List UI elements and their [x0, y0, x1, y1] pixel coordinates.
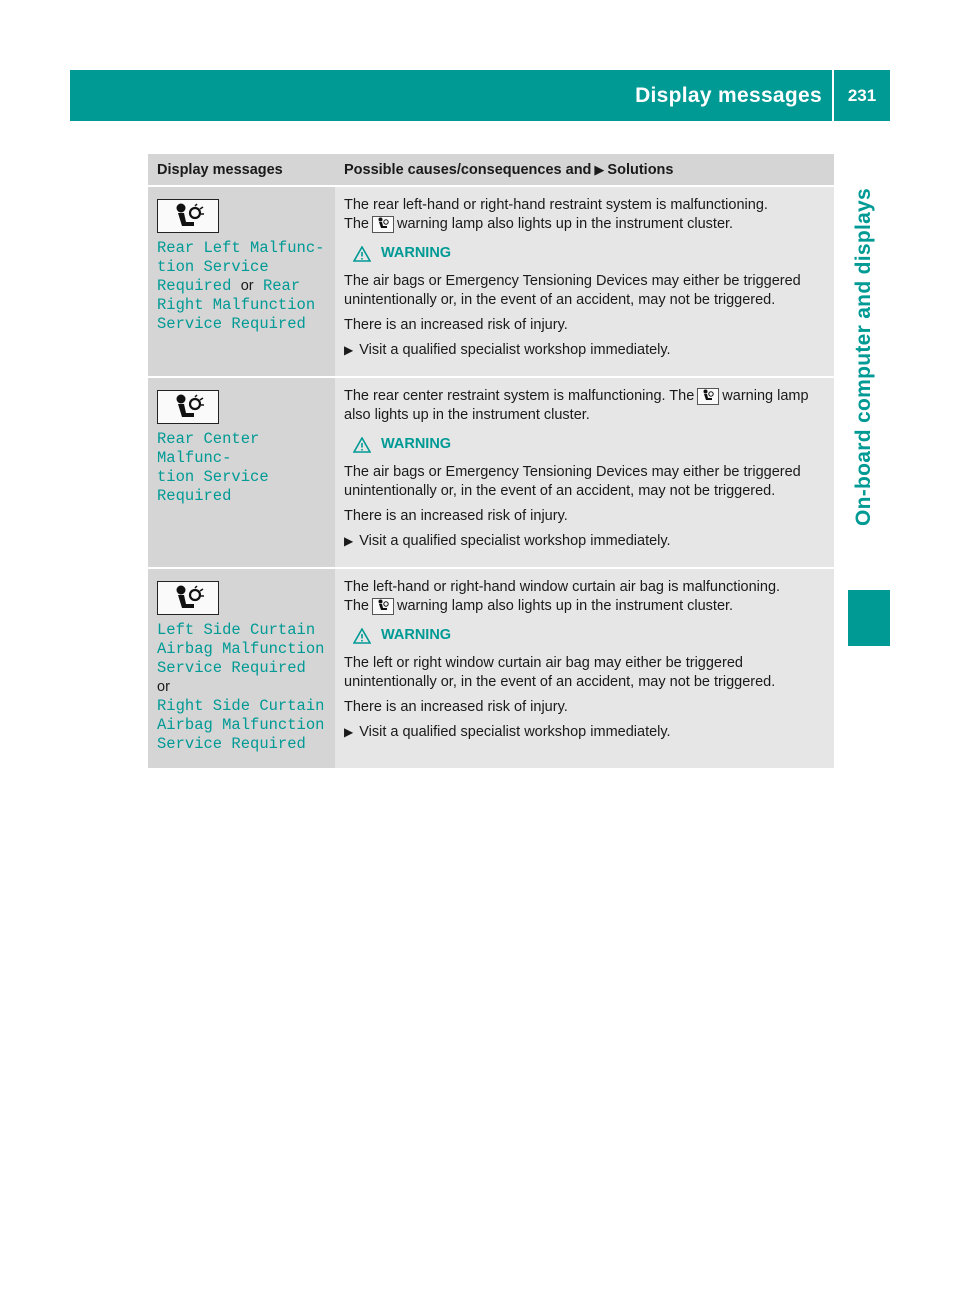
message-line: tion Service — [157, 258, 269, 276]
risk-text: There is an increased risk of injury. — [344, 699, 568, 715]
message-line: Right Side Curtain — [157, 697, 325, 715]
col-header-causes: Possible causes/consequences and — [344, 162, 592, 178]
cause-text — [344, 196, 827, 234]
causes-solutions-cell — [335, 377, 834, 568]
risk-text: There is an increased risk of injury. — [344, 508, 568, 524]
warning-heading — [353, 626, 827, 645]
display-message-text — [157, 430, 327, 506]
chapter-title: On-board computer and displays — [852, 187, 875, 527]
message-line — [157, 659, 327, 697]
cause-text — [344, 578, 827, 616]
airbag-lamp-icon — [372, 598, 394, 615]
action-arrow-icon: ▶ — [344, 725, 354, 739]
message-line: Rear Left Malfunc‐ — [157, 239, 325, 257]
display-message-cell — [148, 377, 335, 568]
message-fragment: Service Required — [157, 659, 306, 677]
warning-heading — [353, 435, 827, 454]
action-arrow-icon: ▶ — [344, 343, 354, 357]
action-step — [344, 723, 827, 742]
airbag-lamp-icon — [697, 388, 719, 405]
cause-text — [344, 387, 827, 425]
display-message-cell — [148, 568, 335, 768]
message-line: Right Malfunction — [157, 296, 316, 314]
display-message-cell — [148, 186, 335, 377]
action-step — [344, 341, 827, 360]
warning-text: The left or right window curtain air bag may either be triggered unintentionally or, in the event of an accident, may not be triggered. — [344, 655, 776, 690]
risk-text: There is an increased risk of injury. — [344, 317, 568, 333]
col-header-causes-solutions — [335, 154, 834, 186]
col-header-solutions: Solutions — [607, 162, 674, 178]
cause-sentence: warning lamp also lights up in the instrument cluster. — [344, 388, 809, 423]
message-fragment: Required — [157, 277, 232, 295]
action-text: Visit a qualified specialist workshop immediately. — [359, 724, 671, 740]
cause-sentence: The left-hand or right-hand window curtain air bag is malfunctioning. — [344, 579, 781, 595]
page-header — [70, 70, 890, 121]
airbag-warning-icon — [157, 581, 219, 615]
message-line: Airbag Malfunction — [157, 716, 325, 734]
display-message-text — [157, 239, 327, 334]
cause-sentence: The rear left-hand or right-hand restraint system is malfunctioning. — [344, 197, 768, 213]
table-header-row — [148, 154, 834, 186]
cause-sentence: warning lamp also lights up in the instrument cluster. — [397, 598, 734, 614]
warning-label: WARNING — [381, 245, 452, 261]
message-fragment: Rear — [262, 277, 301, 295]
warning-text: The air bags or Emergency Tensioning Devices may either be triggered unintentionally or, in the event of an accident, may not be triggered. — [344, 273, 801, 308]
causes-solutions-cell — [335, 186, 834, 377]
message-line: Required — [157, 487, 232, 505]
cause-sentence: The — [344, 598, 369, 614]
table-row — [148, 186, 834, 377]
col-header-display-messages: Display messages — [148, 154, 335, 186]
message-line: Rear Center Malfunc‐ — [157, 430, 260, 467]
page-number: 231 — [847, 85, 877, 105]
header-title: Display messages — [635, 83, 822, 107]
warning-label: WARNING — [381, 436, 452, 452]
table-row — [148, 377, 834, 568]
airbag-warning-icon — [157, 199, 219, 233]
action-step — [344, 532, 827, 551]
or-connector: or — [157, 679, 170, 695]
table-row — [148, 568, 834, 768]
airbag-warning-icon — [157, 390, 219, 424]
warning-text: The air bags or Emergency Tensioning Devices may either be triggered unintentionally or, in the event of an accident, may not be triggered. — [344, 464, 801, 499]
solution-arrow-icon: ▶ — [594, 162, 605, 177]
or-connector: or — [240, 278, 254, 294]
warning-heading — [353, 244, 827, 263]
message-line: Service Required — [157, 315, 306, 333]
chapter-side-label — [840, 133, 888, 581]
action-text: Visit a qualified specialist workshop immediately. — [359, 342, 671, 358]
warning-triangle-icon — [353, 628, 371, 644]
message-line — [157, 277, 327, 296]
action-text: Visit a qualified specialist workshop immediately. — [359, 533, 671, 549]
message-line: Airbag Malfunction — [157, 640, 325, 658]
message-line: Left Side Curtain — [157, 621, 316, 639]
cause-sentence: The rear center restraint system is malfunctioning. The — [344, 388, 695, 404]
action-arrow-icon: ▶ — [344, 534, 354, 548]
cause-sentence: warning lamp also lights up in the instrument cluster. — [397, 216, 734, 232]
warning-triangle-icon — [353, 246, 371, 262]
warning-label: WARNING — [381, 627, 452, 643]
message-line: Service Required — [157, 735, 306, 753]
chapter-tab-block — [848, 590, 890, 646]
display-messages-table — [148, 154, 834, 768]
warning-triangle-icon — [353, 437, 371, 453]
airbag-lamp-icon — [372, 216, 394, 233]
message-line: tion Service — [157, 468, 269, 486]
cause-sentence: The — [344, 216, 369, 232]
display-message-text — [157, 621, 327, 754]
causes-solutions-cell — [335, 568, 834, 768]
